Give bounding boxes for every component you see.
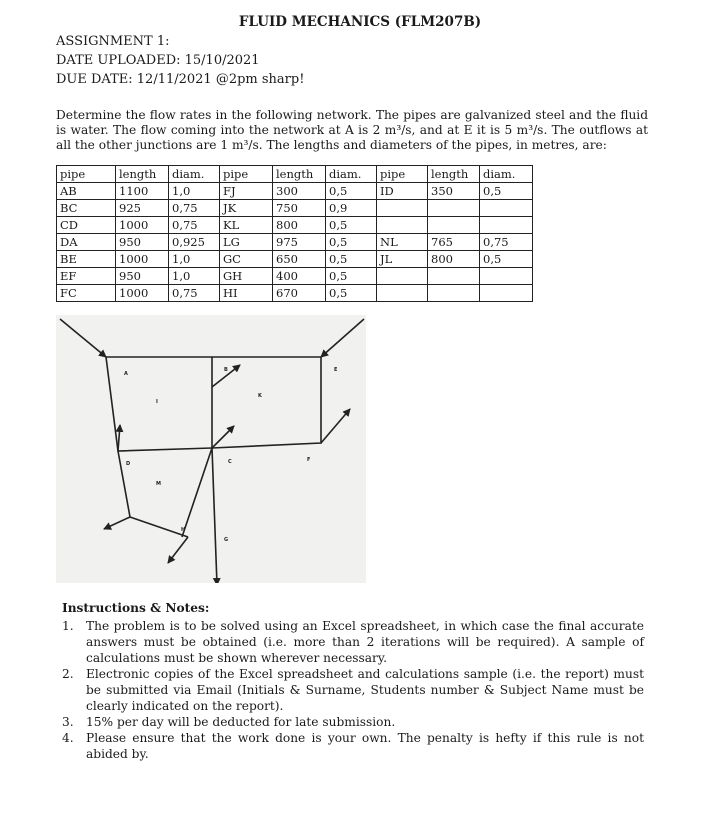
table-cell: 925 xyxy=(116,200,169,217)
table-cell: FC xyxy=(57,285,116,302)
table-cell: 1000 xyxy=(116,285,169,302)
due-date: DUE DATE: 12/11/2021 @2pm sharp! xyxy=(56,72,305,87)
header-cell: length xyxy=(273,166,326,183)
node-label-m: M xyxy=(156,481,161,487)
table-cell: 0,75 xyxy=(480,234,533,251)
table-cell xyxy=(428,200,480,217)
table-cell: 1,0 xyxy=(169,183,220,200)
table-cell: KL xyxy=(220,217,273,234)
assignment-label: ASSIGNMENT 1: xyxy=(56,34,170,49)
table-cell: 975 xyxy=(273,234,326,251)
table-cell: AB xyxy=(57,183,116,200)
table-cell xyxy=(377,200,428,217)
note-number: 3. xyxy=(62,715,74,729)
note-text: Electronic copies of the Excel spreadsheet and calculations sample (i.e. the report) must be submitted via Email (Initials & Surname, Students number & Subject Name must be clearly indicated on the report). xyxy=(86,667,644,713)
table-cell: FJ xyxy=(220,183,273,200)
header-cell: diam. xyxy=(326,166,377,183)
table-row xyxy=(57,234,533,251)
pipe-data-table xyxy=(56,165,533,302)
table-cell: LG xyxy=(220,234,273,251)
table-cell xyxy=(377,268,428,285)
table-cell: NL xyxy=(377,234,428,251)
note-text: The problem is to be solved using an Excel spreadsheet, in which case the final accurate answers must be obtained (i.e. more than 2 iterations will be required). A sample of calculations must be shown wherever necessary. xyxy=(86,619,644,665)
header-cell: length xyxy=(116,166,169,183)
problem-statement: Determine the flow rates in the following network. The pipes are galvanized steel and the fluid is water. The flow coming into the network at A is 2 m³/s, and at E it is 5 m³/s. The outflows at all the other junctions are 1 m³/s. The lengths and diameters of the pipes, in metres, are: xyxy=(56,108,648,152)
table-cell: 800 xyxy=(428,251,480,268)
table-cell xyxy=(480,268,533,285)
table-cell: 0,5 xyxy=(480,183,533,200)
table-cell xyxy=(480,200,533,217)
table-cell: 300 xyxy=(273,183,326,200)
table-cell: 1,0 xyxy=(169,251,220,268)
note-text: 15% per day will be deducted for late submission. xyxy=(86,715,396,729)
table-cell: JL xyxy=(377,251,428,268)
note-item xyxy=(62,666,644,714)
node-label-h: H xyxy=(181,527,186,533)
table-cell: 1000 xyxy=(116,217,169,234)
table-cell xyxy=(428,217,480,234)
instructions-notes xyxy=(62,600,644,762)
table-cell: 750 xyxy=(273,200,326,217)
table-cell: 0,5 xyxy=(326,183,377,200)
table-cell: 0,75 xyxy=(169,217,220,234)
note-number: 1. xyxy=(62,619,74,633)
table-row xyxy=(57,285,533,302)
node-label-b: B xyxy=(224,367,228,373)
node-label-e: E xyxy=(334,367,338,373)
table-row xyxy=(57,200,533,217)
table-cell: 650 xyxy=(273,251,326,268)
table-cell: EF xyxy=(57,268,116,285)
table-cell: 0,5 xyxy=(326,217,377,234)
table-cell: 800 xyxy=(273,217,326,234)
node-label-f: F xyxy=(307,457,311,463)
table-cell: 350 xyxy=(428,183,480,200)
table-cell: 0,75 xyxy=(169,285,220,302)
table-cell: 1100 xyxy=(116,183,169,200)
table-cell: 0,75 xyxy=(169,200,220,217)
table-cell xyxy=(377,217,428,234)
note-number: 2. xyxy=(62,667,74,681)
header-cell: length xyxy=(428,166,480,183)
pipe-network-lines xyxy=(60,319,364,583)
node-label-c: C xyxy=(228,459,232,465)
document-title: FLUID MECHANICS (FLM207B) xyxy=(238,14,482,30)
table-cell: 1,0 xyxy=(169,268,220,285)
header-cell: diam. xyxy=(169,166,220,183)
table-cell: ID xyxy=(377,183,428,200)
table-cell: JK xyxy=(220,200,273,217)
header-cell: pipe xyxy=(220,166,273,183)
note-number: 4. xyxy=(62,731,74,745)
table-cell: BE xyxy=(57,251,116,268)
table-cell: 0,5 xyxy=(480,251,533,268)
note-item xyxy=(62,730,644,762)
table-cell: 765 xyxy=(428,234,480,251)
table-cell: 1000 xyxy=(116,251,169,268)
table-cell xyxy=(377,285,428,302)
table-header-row xyxy=(57,166,533,183)
table-cell: DA xyxy=(57,234,116,251)
table-cell: 950 xyxy=(116,268,169,285)
table-cell xyxy=(428,285,480,302)
node-label-i: I xyxy=(156,399,158,405)
header-cell: pipe xyxy=(377,166,428,183)
node-label-d: D xyxy=(126,461,131,467)
table-cell: 0,925 xyxy=(169,234,220,251)
header-cell: pipe xyxy=(57,166,116,183)
table-cell: CD xyxy=(57,217,116,234)
notes-title: Instructions & Notes: xyxy=(62,601,210,615)
table-cell: HI xyxy=(220,285,273,302)
table-cell: 670 xyxy=(273,285,326,302)
table-cell: 0,9 xyxy=(326,200,377,217)
table-row xyxy=(57,251,533,268)
header-cell: diam. xyxy=(480,166,533,183)
table-cell: 0,5 xyxy=(326,268,377,285)
node-label-g: G xyxy=(224,537,229,543)
table-cell: GH xyxy=(220,268,273,285)
table-cell xyxy=(428,268,480,285)
note-item xyxy=(62,618,644,666)
table-row xyxy=(57,217,533,234)
pipe-network-diagram xyxy=(56,315,366,583)
table-cell: 950 xyxy=(116,234,169,251)
table-cell: GC xyxy=(220,251,273,268)
date-uploaded: DATE UPLOADED: 15/10/2021 xyxy=(56,53,260,68)
note-item xyxy=(62,714,644,730)
table-cell xyxy=(480,217,533,234)
table-cell: 400 xyxy=(273,268,326,285)
table-cell: 0,5 xyxy=(326,234,377,251)
table-row xyxy=(57,183,533,200)
node-label-a: A xyxy=(124,371,128,377)
table-row xyxy=(57,268,533,285)
note-text: Please ensure that the work done is your own. The penalty is hefty if this rule is not abided by. xyxy=(86,731,644,761)
table-cell: BC xyxy=(57,200,116,217)
table-cell: 0,5 xyxy=(326,285,377,302)
node-label-k: K xyxy=(258,393,262,399)
table-cell: 0,5 xyxy=(326,251,377,268)
table-cell xyxy=(480,285,533,302)
